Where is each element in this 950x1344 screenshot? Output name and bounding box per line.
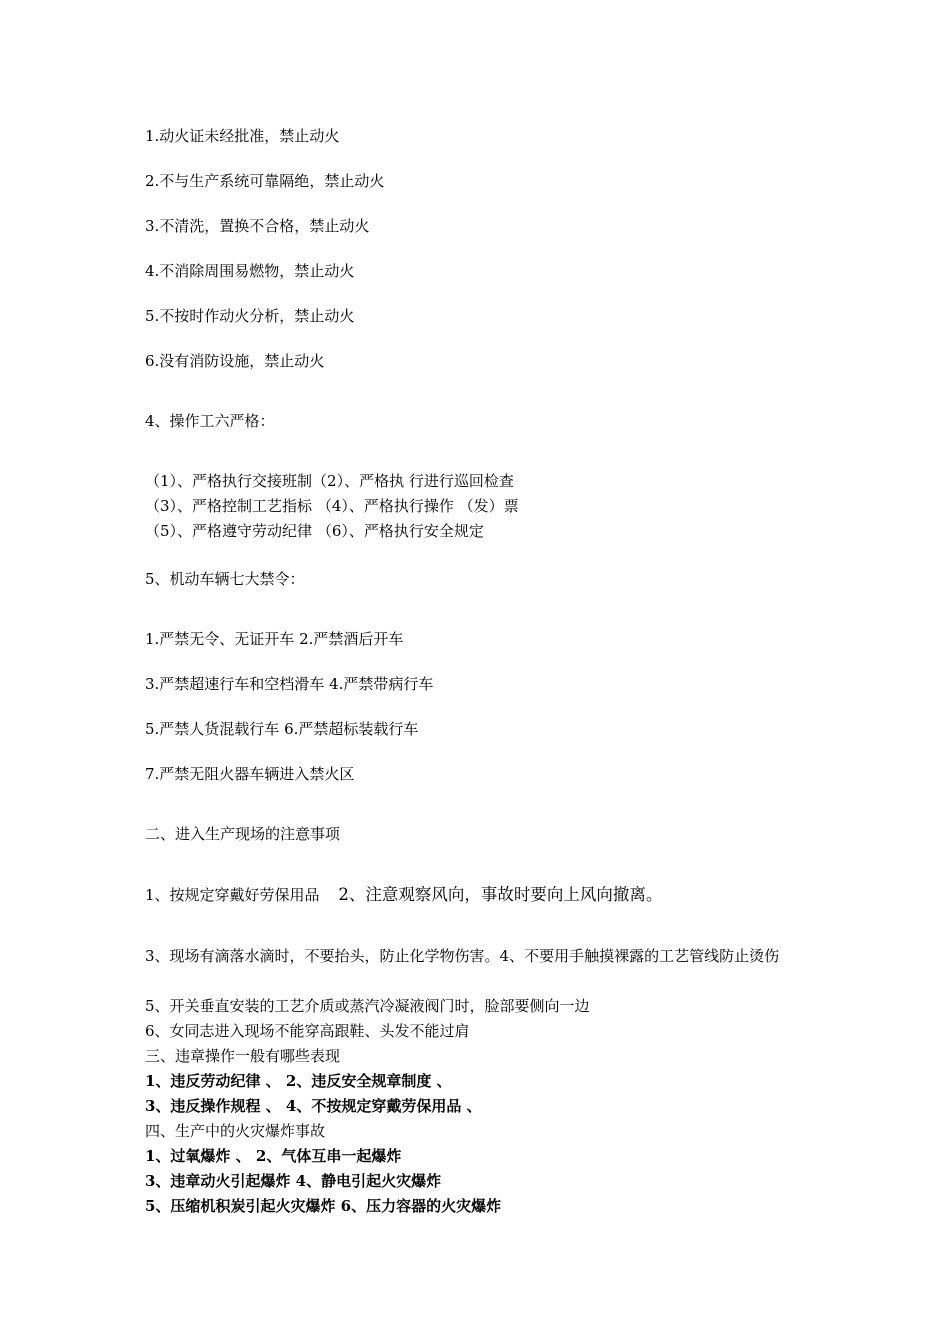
fire-rule-1: 1.动火证未经批准，禁止动火 [145,127,340,145]
operator-rule-line-3: （5）、严格遵守劳动纪律 （6）、严格执行安全规定 [145,522,484,540]
site-rule-1a: 1、按规定穿戴好劳保用品 [145,886,320,904]
site-heading: 二、进入生产现场的注意事项 [145,825,341,843]
site-rule-6: 6、女同志进入现场不能穿高跟鞋、头发不能过肩 [145,1022,470,1040]
vehicle-rule-4: 7.严禁无阻火器车辆进入禁火区 [145,765,355,783]
operator-heading: 4、操作工六严格： [145,412,275,430]
site-rule-1 [145,885,825,905]
vehicle-rule-2: 3.严禁超速行车和空档滑车 4.严禁带病行车 [145,675,434,693]
explosion-heading: 四、生产中的火灾爆炸事故 [145,1122,326,1140]
site-rule-5: 5、开关垂直安装的工艺介质或蒸汽冷凝液阀门时，脸部要侧向一边 [145,997,590,1015]
site-rule-1b: 2、注意观察风向，事故时要向上风向撤离。 [338,885,663,904]
vehicle-rule-1: 1.严禁无令、无证开车 2.严禁酒后开车 [145,630,404,648]
fire-rule-3: 3.不清洗，置换不合格，禁止动火 [145,217,370,235]
operator-rule-line-2: （3）、严格控制工艺指标 （4）、严格执行操作 （发）票 [145,497,519,515]
violation-rule-2: 3、违反操作规程 、 4、不按规定穿戴劳保用品 、 [145,1097,482,1115]
fire-rule-2: 2.不与生产系统可靠隔绝，禁止动火 [145,172,385,190]
vehicle-rule-3: 5.严禁人货混载行车 6.严禁超标装载行车 [145,720,419,738]
fire-rule-6: 6.没有消防设施，禁止动火 [145,352,325,370]
explosion-rule-1: 1、过氧爆炸 、 2、气体互串一起爆炸 [145,1147,402,1165]
vehicle-heading: 5、机动车辆七大禁令： [145,570,305,588]
violation-rule-1: 1、违反劳动纪律 、 2、违反安全规章制度 、 [145,1072,452,1090]
fire-rule-4: 4.不消除周围易燃物，禁止动火 [145,262,355,280]
site-rule-3-4: 3、现场有滴落水滴时，不要抬头，防止化学物伤害。4、不要用手触摸裸露的工艺管线防止烫伤 [145,947,780,965]
violation-heading: 三、违章操作一般有哪些表现 [145,1047,341,1065]
explosion-rule-3: 5、压缩机积炭引起火灾爆炸 6、压力容器的火灾爆炸 [145,1197,502,1215]
explosion-rule-2: 3、违章动火引起爆炸 4、静电引起火灾爆炸 [145,1172,442,1190]
fire-rule-5: 5.不按时作动火分析，禁止动火 [145,307,355,325]
operator-rule-line-1: （1）、严格执行交接班制（2）、严格执 行进行巡回检查 [145,472,514,490]
